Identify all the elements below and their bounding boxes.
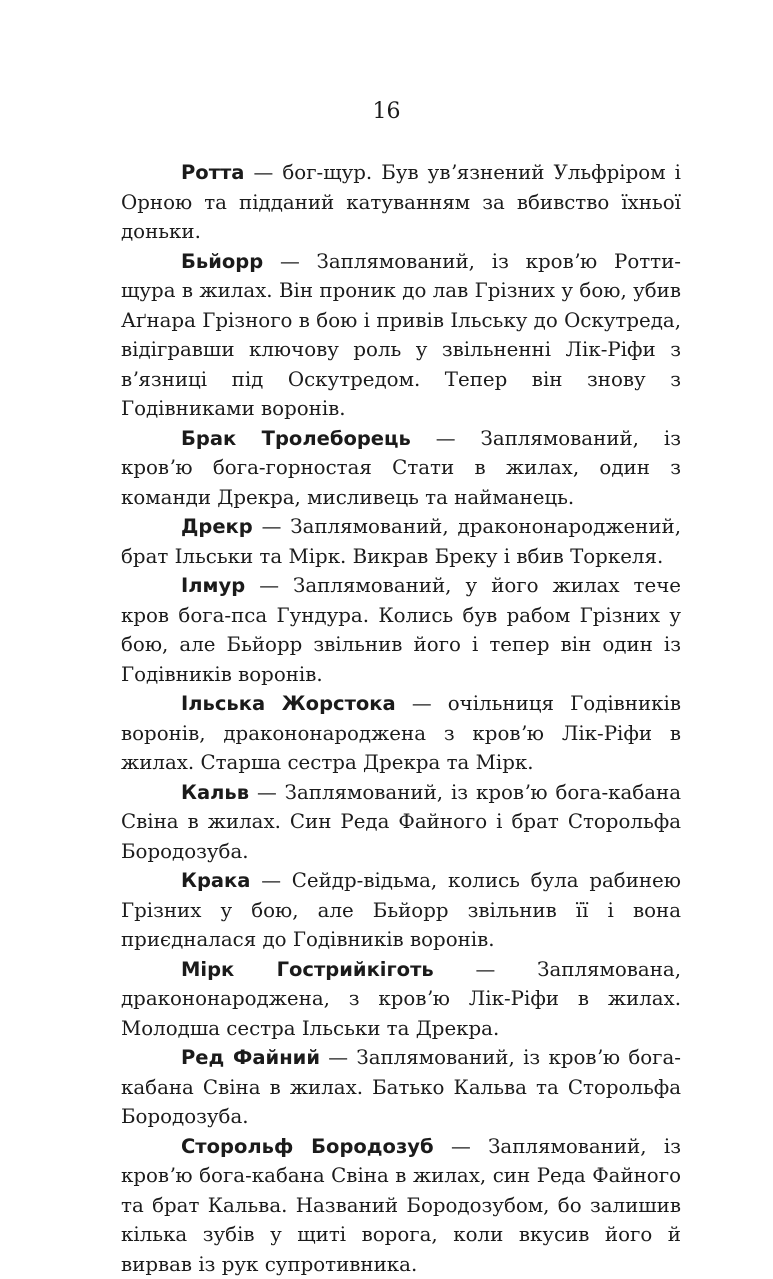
entry-description: — Заплямований, із кровʼю бога-кабана Свіна в жилах. Батько Кальва та Сторольфа Бородозуба.	[121, 1046, 681, 1128]
glossary-entry	[121, 1043, 681, 1132]
entry-description: — Заплямований, із кровʼю бога-горностая Стати в жилах, один з команди Дрекра, мисливець та найманець.	[121, 427, 681, 509]
entry-name: Мірк Гострийкіготь	[181, 958, 434, 981]
entry-name: Крака	[181, 869, 250, 892]
character-glossary	[121, 158, 681, 1279]
entry-name: Сторольф Бородозуб	[181, 1135, 434, 1158]
entry-description: — Заплямований, у його жилах тече кров бога-пса Гундура. Колись був рабом Грізних у бою, але Бьйорр звільнив його і тепер він один із Годівників воронів.	[121, 574, 681, 686]
entry-description: — Сейдр-відьма, колись була рабинею Грізних у бою, але Бьйорр звільнив її і вона приєдналася до Годівників воронів.	[121, 869, 681, 951]
glossary-entry	[121, 955, 681, 1044]
glossary-entry	[121, 1132, 681, 1279]
entry-name: Брак Тролеборець	[181, 427, 411, 450]
entry-name: Ільська Жорстока	[181, 692, 396, 715]
entry-name: Бьйорр	[181, 250, 263, 273]
glossary-entry	[121, 512, 681, 571]
entry-description: — Заплямований, дракононароджений, брат Ільськи та Мірк. Викрав Бреку і вбив Торкеля.	[121, 515, 681, 568]
glossary-entry	[121, 778, 681, 867]
entry-name: Ротта	[181, 161, 244, 184]
glossary-entry	[121, 866, 681, 955]
entry-name: Ілмур	[181, 574, 245, 597]
glossary-entry	[121, 158, 681, 247]
entry-name: Дрекр	[181, 515, 253, 538]
glossary-entry	[121, 247, 681, 424]
entry-description: — Заплямований, із кровʼю бога-кабана Свіна в жилах, син Реда Файного та брат Кальва. Названий Бородозубом, бо залишив кілька зубів у щиті ворога, коли вкусив його й вирвав із рук супротивника.	[121, 1135, 681, 1276]
entry-description: — Заплямована, дракононароджена, з кровʼю Лік-Ріфи в жилах. Молодша сестра Ільськи та Дрекра.	[121, 958, 681, 1040]
page-number: 16	[0, 97, 773, 127]
entry-name: Кальв	[181, 781, 249, 804]
glossary-entry	[121, 689, 681, 778]
entry-description: — Заплямований, із кровʼю Ротти-щура в жилах. Він проник до лав Грізних у бою, убив Аґнара Грізного в бою і привів Ільську до Оскутреда, відігравши ключову роль у звільненні Лік-Ріфи з вʼязниці під Оскутредом. Тепер він знову з Годівниками воронів.	[121, 250, 681, 421]
entry-description: — бог-щур. Був увʼязнений Ульфріром і Орною та підданий катуванням за вбивство їхньої доньки.	[121, 161, 681, 243]
entry-description: — очільниця Годівників воронів, дракононароджена з кровʼю Лік-Ріфи в жилах. Старша сестра Дрекра та Мірк.	[121, 692, 681, 774]
glossary-entry	[121, 424, 681, 513]
entry-description: — Заплямований, із кровʼю бога-кабана Свіна в жилах. Син Реда Файного і брат Сторольфа Бородозуба.	[121, 781, 681, 863]
entry-name: Ред Файний	[181, 1046, 320, 1069]
glossary-entry	[121, 571, 681, 689]
